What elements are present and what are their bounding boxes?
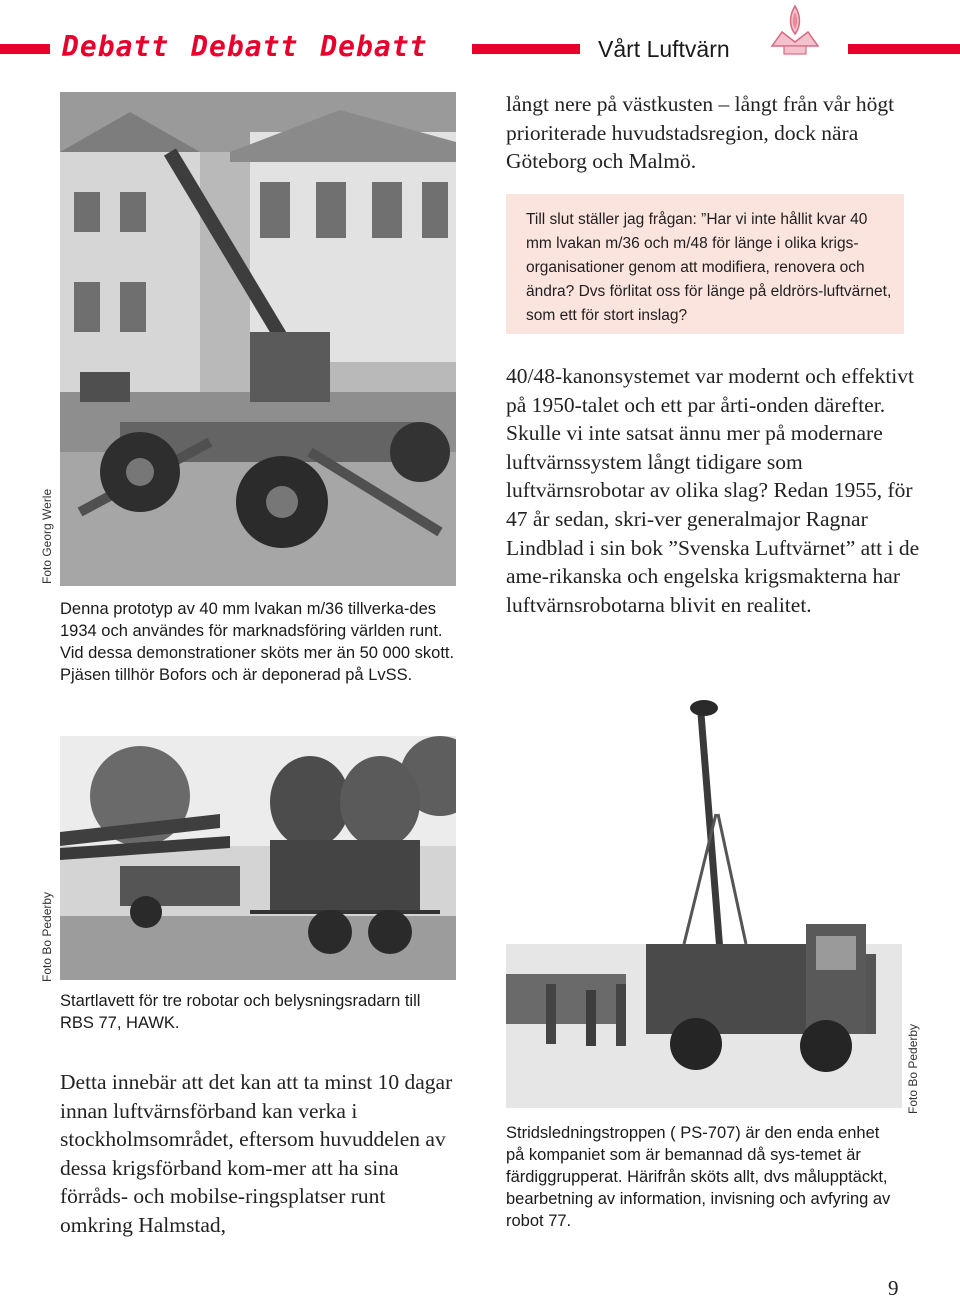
photo-credit-werle: Foto Georg Werle: [40, 488, 54, 584]
photo-caption-command: Stridsledningstroppen ( PS-707) är den enda enhet på kompaniet som är bemannad då sys-temet är färdiggrupperat. Härifrån sköts allt, dvs målupptäckt, bearbetning av information, invisning och avfyring av robot 77.: [506, 1124, 891, 1230]
photo-caption-hawk: Startlavett för tre robotar och belysningsradarn till RBS 77, HAWK.: [60, 992, 421, 1032]
debatt-heading: [62, 30, 449, 63]
photo-hawk-launcher: [60, 736, 456, 980]
command-truck-image: [506, 684, 902, 1108]
header-bar-left: [0, 44, 50, 54]
photo-caption-bofors: Denna prototyp av 40 mm lvakan m/36 tillverka-des 1934 och användes för marknadsföring världen runt. Vid dessa demonstrationer sköts mer än 50 000 skott. Pjäsen tillhör Bofors och är deponerad på LvSS.: [60, 600, 455, 684]
photo-credit-pederby: Foto Bo Pederby: [40, 891, 54, 982]
debatt-word: Debatt: [320, 30, 428, 63]
photo-command-truck: [506, 684, 902, 1108]
photo-bofors-gun: [60, 92, 456, 586]
hawk-launcher-image: [60, 736, 456, 980]
section-title: Vårt Luftvärn: [598, 36, 730, 62]
question-box: [506, 194, 904, 334]
page-number: 9: [888, 1276, 899, 1300]
header-bar-middle: [472, 44, 580, 54]
question-box-text: Till slut ställer jag frågan: ”Har vi inte hållit kvar 40 mm lvakan m/36 och m/48 för länge i olika krigs-organisationer genom att modifiera, renovera och ändra? Dvs förlitat oss för länge på eldrörs-luftvärnet, som ett för stort inslag?: [526, 211, 892, 324]
article-body-paragraph: 40/48-kanonsystemet var modernt och effektivt på 1950-talet och ett par årti-onden därefter. Skulle vi inte satsat ännu mer på modernare luftvärnssystem långt tidigare som luftvärnsrobotar av olika slag? Redan 1955, för 47 år sedan, skri-ver generalmajor Ragnar Lindblad i sin bok ”Svenska Luftvärnet” att i de ame-rikanska och engelska krigsmakterna har luftvärnsrobotarna blivit en realitet.: [506, 364, 920, 617]
debatt-word: Debatt: [62, 30, 170, 63]
article-body-closing: Detta innebär att det kan att ta minst 10 dagar innan luftvärnsförband kan verka i stockholmsområdet, eftersom huvuddelen av dessa krigsförband kom-mer att ha sina förråds- och mobilse-ringsplatser runt omkring Halmstad,: [60, 1070, 453, 1237]
photo-credit-pederby-right: Foto Bo Pederby: [906, 1023, 920, 1114]
article-lede: långt nere på västkusten – långt från vår högt prioriterade huvudstadsregion, dock nära Göteborg och Malmö.: [506, 92, 895, 173]
debatt-word: Debatt: [191, 30, 299, 63]
header-bar-right: [848, 44, 960, 54]
page-header: [0, 28, 960, 72]
luftvarn-emblem-icon: [762, 2, 828, 68]
bofors-gun-image: [60, 92, 456, 586]
